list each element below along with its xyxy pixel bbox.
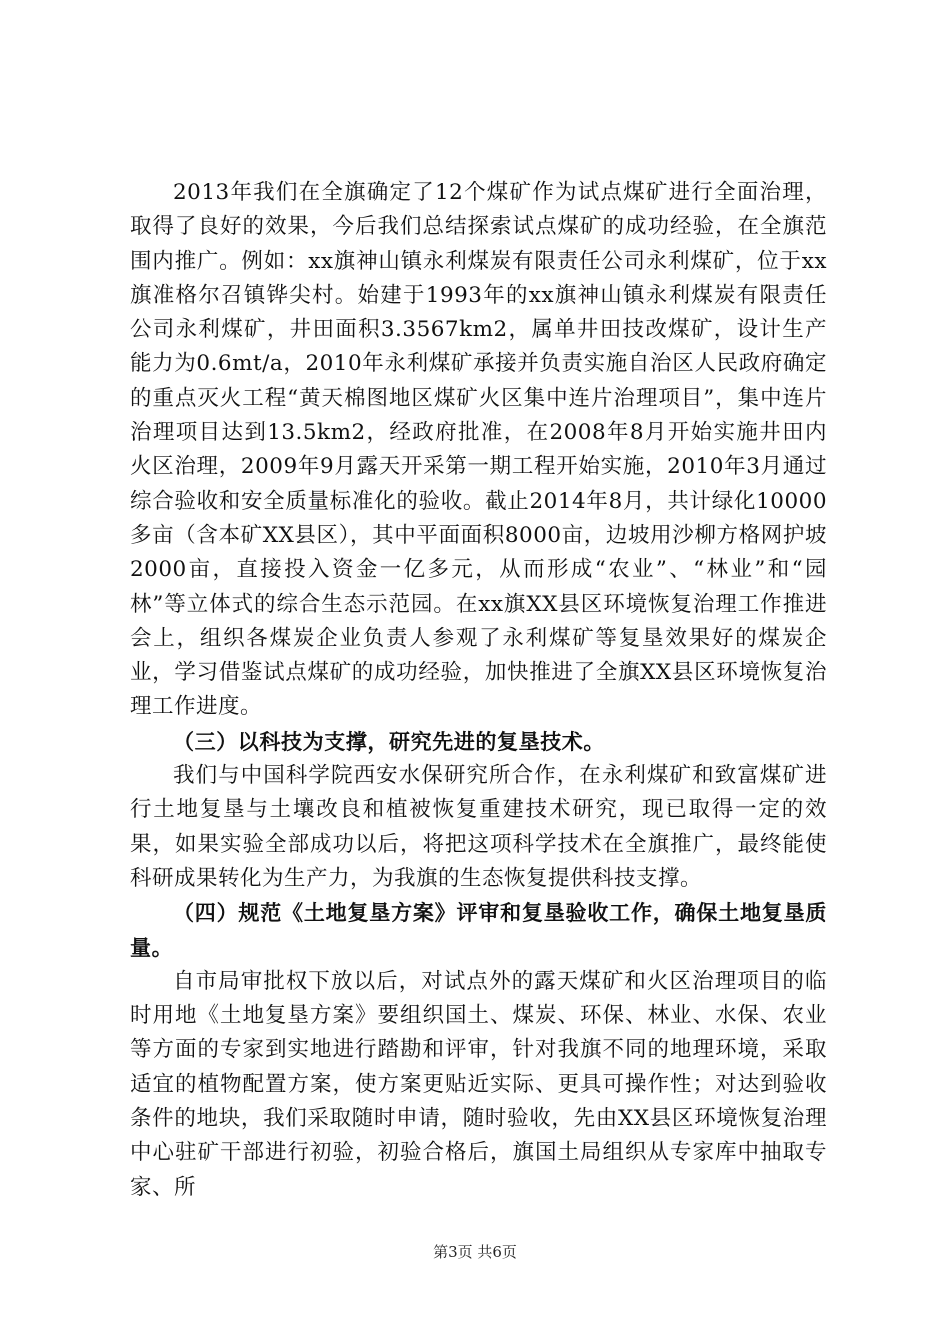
page-number-footer: 第3页 共6页 (433, 1243, 517, 1261)
section-heading-three: （三）以科技为支撑，研究先进的复垦技术。 (173, 729, 605, 754)
paragraph-research-cooperation: 我们与中国科学院西安水保研究所合作，在永利煤矿和致富煤矿进行土地复垦与土壤改良和植被恢复重建技术研究，现已取得一定的效果，如果实验全部成功以后，将把这项科学技术在全旗推广，最终能使科研成果转化为生产力，为我旗的生态恢复提供科技支撑。 (130, 763, 827, 891)
section-heading-four: （四）规范《土地复垦方案》评审和复垦验收工作，确保土地复垦质量。 (130, 901, 827, 960)
paragraph-review-acceptance: 自市局审批权下放以后，对试点外的露天煤矿和火区治理项目的临时用地《土地复垦方案》要组织国土、煤炭、环保、林业、水保、农业等方面的专家到实地进行踏勘和评审，针对我旗不同的地理环境，采取适宜的植物配置方案，使方案更贴近实际、更具可操作性；对达到验收条件的地块，我们采取随时申请，随时验收，先由XX县区环境恢复治理中心驻矿干部进行初验，初验合格后，旗国土局组织从专家库中抽取专家、所 (130, 968, 827, 1200)
document-body (130, 176, 827, 1205)
paragraph-pilot-mines: 2013年我们在全旗确定了12个煤矿作为试点煤矿进行全面治理，取得了良好的效果，今后我们总结探索试点煤矿的成功经验，在全旗范围内推广。例如：xx旗神山镇永利煤炭有限责任公司永利煤矿，位于xx旗准格尔召镇铧尖村。始建于1993年的xx旗神山镇永利煤炭有限责任公司永利煤矿，井田面积3.3567km2，属单井田技改煤矿，设计生产能力为0.6mt/a，2010年永利煤矿承接并负责实施自治区人民政府确定的重点灭火工程“黄天棉图地区煤矿火区集中连片治理项目”，集中连片治理项目达到13.5km2，经政府批准，在2008年8月开始实施井田内火区治理，2009年9月露天开采第一期工程开始实施，2010年3月通过综合验收和安全质量标准化的验收。截止2014年8月，共计绿化10000多亩（含本矿XX县区），其中平面面积8000亩，边坡用沙柳方格网护坡2000亩，直接投入资金一亿多元，从而形成“农业”、“林业”和“园林”等立体式的综合生态示范园。在xx旗XX县区环境恢复治理工作推进会上，组织各煤炭企业负责人参观了永利煤矿等复垦效果好的煤炭企业，学习借鉴试点煤矿的成功经验，加快推进了全旗XX县区环境恢复治理工作进度。 (130, 180, 827, 720)
